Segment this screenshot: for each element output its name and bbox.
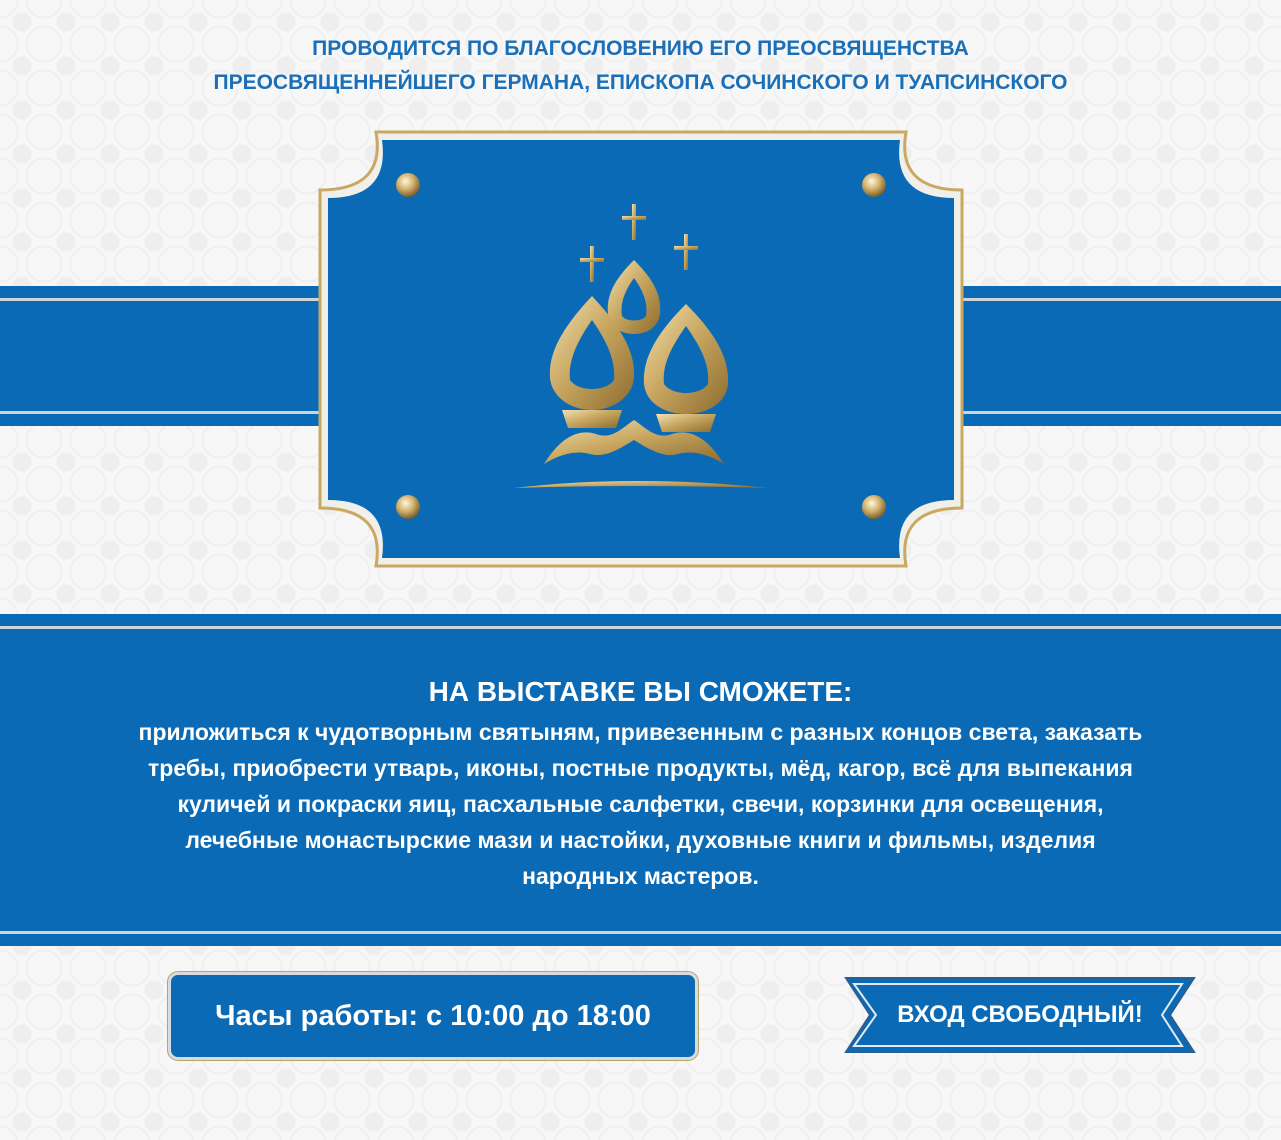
- rivet-bottom-left: [396, 495, 420, 519]
- plaque-face: [328, 140, 954, 558]
- info-line: куличей и покраски яиц, пасхальные салфетки, свечи, корзинки для освещения,: [177, 791, 1104, 817]
- header: [0, 32, 1281, 100]
- info-line: лечебные монастырские мази и настойки, духовные книги и фильмы, изделия: [185, 827, 1096, 853]
- info-line: народных мастеров.: [522, 863, 759, 889]
- rivet-top-right: [862, 173, 886, 197]
- info-text: [70, 714, 1211, 894]
- free-entry-label: ВХОД СВОБОДНЫЙ!: [897, 1001, 1143, 1028]
- info-line: приложиться к чудотворным святыням, привезенным с разных концов света, заказать: [138, 719, 1143, 745]
- header-line-2: ПРЕОСВЯЩЕННЕЙШЕГО ГЕРМАНА, ЕПИСКОПА СОЧИНСКОГО И ТУАПСИНСКОГО: [213, 71, 1068, 94]
- emblem-plaque: [316, 128, 966, 570]
- info-ribbon-line: [0, 626, 1281, 629]
- info-title: НА ВЫСТАВКЕ ВЫ СМОЖЕТЕ:: [428, 676, 853, 707]
- header-line-1: ПРОВОДИТСЯ ПО БЛАГОСЛОВЕНИЮ ЕГО ПРЕОСВЯЩЕНСТВА: [312, 37, 969, 60]
- rivet-top-left: [396, 173, 420, 197]
- info-ribbon-line: [0, 931, 1281, 934]
- info-line: требы, приобрести утварь, иконы, постные продукты, мёд, кагор, всё для выпекания: [148, 755, 1133, 781]
- opening-hours-label: Часы работы: с 10:00 до 18:00: [215, 999, 651, 1032]
- opening-hours-badge: [168, 972, 698, 1060]
- rivet-bottom-right: [862, 495, 886, 519]
- info-ribbon: [0, 614, 1281, 946]
